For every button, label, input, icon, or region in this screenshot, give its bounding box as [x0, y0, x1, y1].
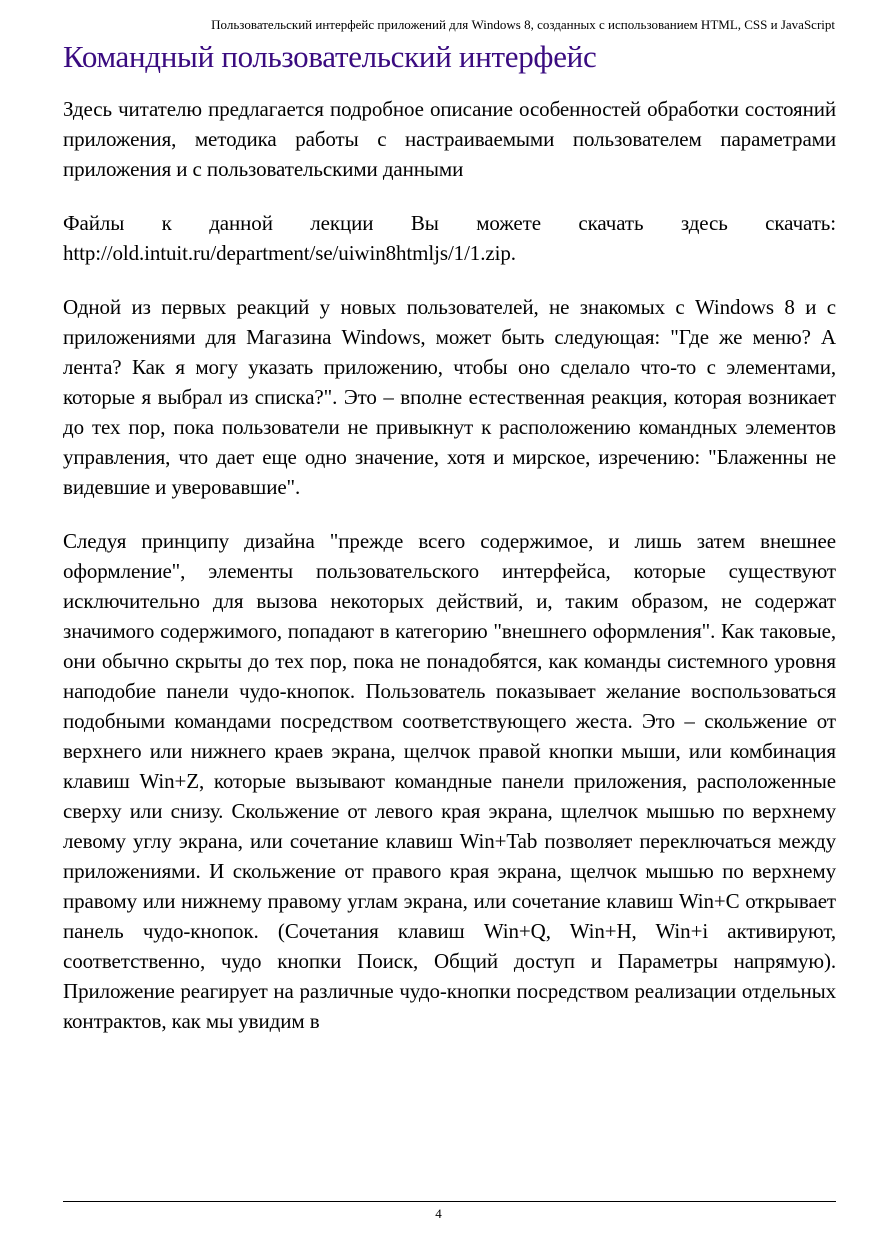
paragraph-download-link: Файлы к данной лекции Вы можете скачать здесь скачать: http://old.intuit.ru/department/se/uiwin8htmljs/1/1.zip.: [63, 211, 836, 265]
page-title: Командный пользовательский интерфейс: [63, 39, 597, 74]
footer-divider: [63, 1201, 836, 1202]
paragraph-first-reaction: Одной из первых реакций у новых пользователей, не знакомых с Windows 8 и с приложениями для Магазина Windows, может быть следующая: "Где же меню? А лента? Как я могу указать приложению, чтобы оно сделало что-то с элементами, которые я выбрал из списка?". Это – вполне естественная реакция, которая возникает до тех пор, пока пользователи не привыкнут к расположению командных элементов управления, что дает еще одно значение, хотя и мирское, изречению: "Блаженны не видевшие и уверовавшие".: [63, 295, 836, 499]
running-header: Пользовательский интерфейс приложений для Windows 8, созданных с использованием HTML, CSS и JavaScript: [211, 17, 835, 32]
page-number: 4: [435, 1206, 442, 1221]
paragraph-intro: Здесь читателю предлагается подробное описание особенностей обработки состояний приложения, методика работы с настраиваемыми пользователем параметрами приложения и с пользовательскими данными: [63, 97, 836, 181]
paragraph-design-principle: Следуя принципу дизайна "прежде всего содержимое, и лишь затем внешнее оформление", элементы пользовательского интерфейса, которые существуют исключительно для вызова некоторых действий, и, таким образом, не содержат значимого содержимого, попадают в категорию "внешнего оформления". Как таковые, они обычно скрыты до тех пор, пока не понадобятся, как команды системного уровня наподобие панели чудо-кнопок. Пользователь показывает желание воспользоваться подобными командами посредством соответствующего жеста. Это – скольжение от верхнего или нижнего краев экрана, щелчок правой кнопки мыши, или комбинация клавиш Win+Z, которые вызывают командные панели приложения, расположенные сверху или снизу. Скольжение от левого края экрана, щлелчок мышью по верхнему левому углу экрана, или сочетание клавиш Win+Tab позволяет переключаться между приложениями. И скольжение от правого края экрана, щелчок мышью по верхнему правому или нижнему правому углам экрана, или сочетание клавиш Win+C открывает панель чудо-кнопок. (Сочетания клавиш Win+Q, Win+H, Win+i активируют, соответственно, чудо кнопки Поиск, Общий доступ и Параметры напрямую). Приложение реагирует на различные чудо-кнопки посредством реализации отдельных контрактов, как мы увидим в: [63, 529, 836, 1033]
page-content: [63, 38, 836, 1060]
